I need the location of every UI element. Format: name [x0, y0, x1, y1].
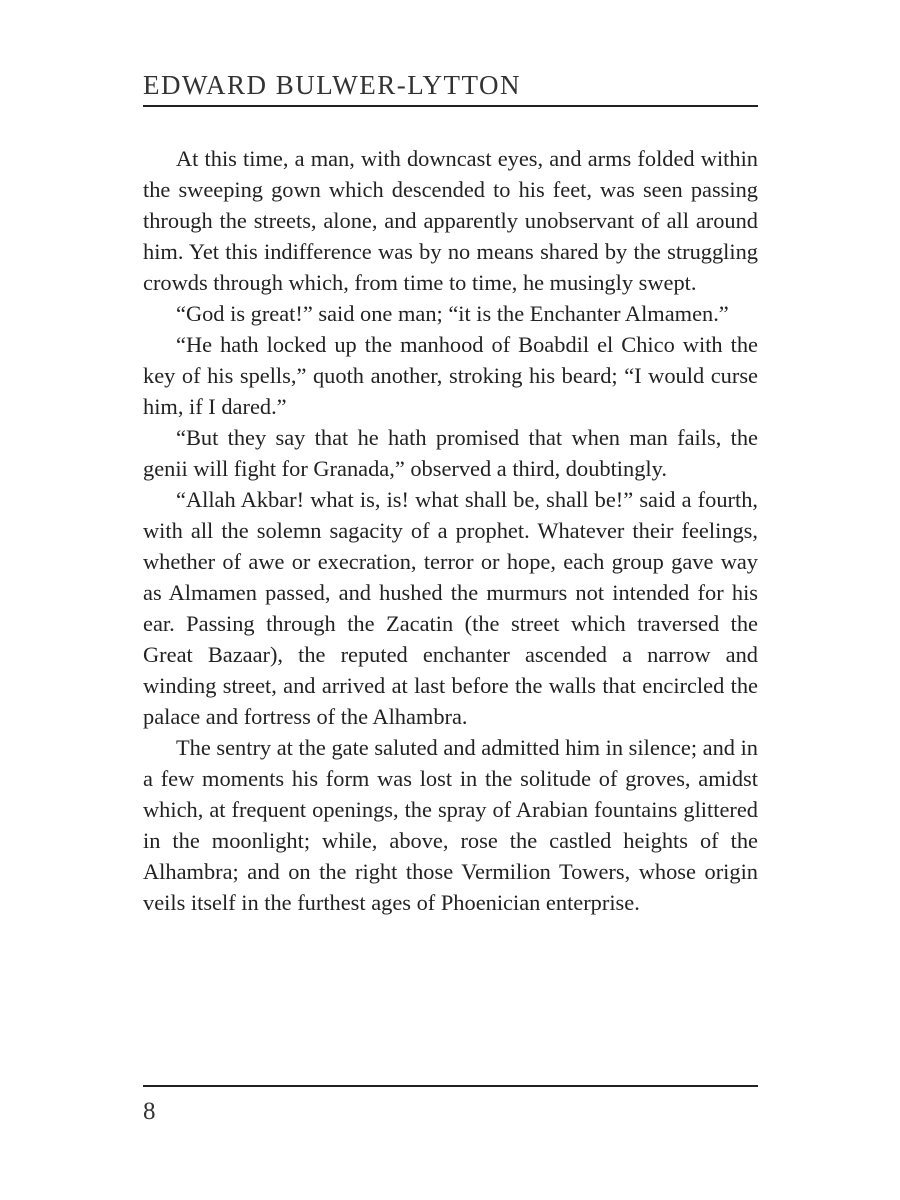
running-head-author: EDWARD BULWER-LYTTON	[143, 70, 521, 100]
footer-rule	[143, 1085, 758, 1087]
paragraph: At this time, a man, with downcast eyes, and arms folded within the sweeping gown which descended to his feet, was seen passing through the streets, alone, and apparently unobservant of all around him. Yet this indifference was by no means shared by the struggling crowds through which, from time to time, he musingly swept.	[143, 146, 758, 295]
header-rule	[143, 105, 758, 107]
paragraph: The sentry at the gate saluted and admitted him in silence; and in a few moments his form was lost in the solitude of groves, amidst which, at frequent openings, the spray of Arabian fountains glittered in the moonlight; while, above, rose the castled heights of the Alhambra; and on the right those Vermilion Towers, whose origin veils itself in the furthest ages of Phoenician enterprise.	[143, 735, 758, 915]
page-number: 8	[143, 1098, 156, 1125]
paragraph: “He hath locked up the manhood of Boabdil el Chico with the key of his spells,” quoth another, stroking his beard; “I would curse him, if I dared.”	[143, 332, 758, 419]
paragraph: “Allah Akbar! what is, is! what shall be, shall be!” said a fourth, with all the solemn sagacity of a prophet. Whatever their feelings, whether of awe or execration, terror or hope, each group gave way as Almamen passed, and hushed the murmurs not intended for his ear. Passing through the Zacatin (the street which traversed the Great Bazaar), the reputed enchanter ascended a narrow and winding street, and arrived at last before the walls that encircled the palace and fortress of the Alhambra.	[143, 487, 758, 729]
paragraph: “God is great!” said one man; “it is the Enchanter Almamen.”	[176, 301, 729, 326]
paragraph: “But they say that he hath promised that when man fails, the genii will fight for Granada,” observed a third, doubtingly.	[143, 425, 758, 481]
body-text	[143, 143, 758, 918]
book-page	[143, 0, 758, 1200]
